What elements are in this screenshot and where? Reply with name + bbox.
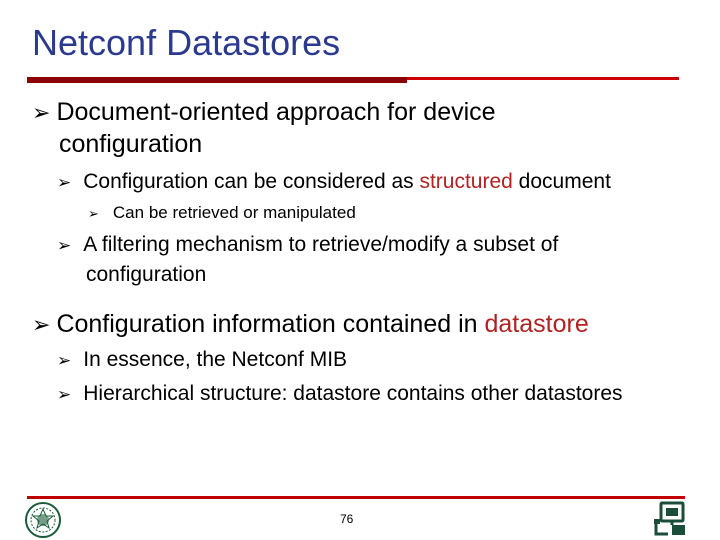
bullet-text-tail: document — [512, 170, 611, 193]
arrow-bullet-icon: ➢ — [32, 100, 51, 125]
highlight-structured: structured — [419, 170, 513, 193]
bullet-netconf-mib — [57, 345, 347, 376]
arrow-bullet-icon: ➢ — [32, 312, 51, 337]
bullet-text: Can be retrieved or manipulated — [112, 203, 356, 222]
arrow-bullet-icon: ➢ — [57, 385, 72, 404]
arrow-bullet-icon: ➢ — [57, 173, 72, 192]
bullet-filtering-mechanism — [57, 230, 558, 261]
title-underline-red — [407, 77, 679, 80]
arrow-bullet-icon: ➢ — [57, 236, 72, 255]
bullet-retrieved-manipulated — [88, 202, 356, 225]
arrow-bullet-icon: ➢ — [88, 206, 99, 221]
bullet-text: Configuration can be considered as — [83, 170, 420, 193]
page-number: 76 — [340, 512, 354, 526]
title-underline-dark — [27, 77, 407, 83]
page-title: Netconf Datastores — [32, 22, 341, 63]
bullet-text: A filtering mechanism to retrieve/modify a subset of — [83, 233, 559, 256]
bullet-text: Configuration information contained in — [56, 310, 485, 338]
bullet-text: In essence, the Netconf MIB — [83, 348, 348, 371]
bullet-text: Hierarchical structure: datastore contains other datastores — [83, 382, 623, 405]
bullet-continuation: configuration — [86, 263, 207, 286]
bullet-structured-document — [57, 167, 611, 198]
arrow-bullet-icon: ➢ — [57, 351, 72, 370]
bullet-document-oriented — [32, 96, 496, 129]
bullet-hierarchical-structure — [57, 379, 623, 410]
bullet-configuration-information — [32, 308, 589, 341]
bullet-continuation: configuration — [59, 130, 203, 158]
footer-rule — [27, 496, 685, 499]
computer-network-icon — [652, 500, 688, 538]
bullet-text: Document-oriented approach for device — [56, 98, 496, 126]
university-seal-icon — [22, 500, 64, 540]
highlight-datastore: datastore — [484, 310, 589, 338]
